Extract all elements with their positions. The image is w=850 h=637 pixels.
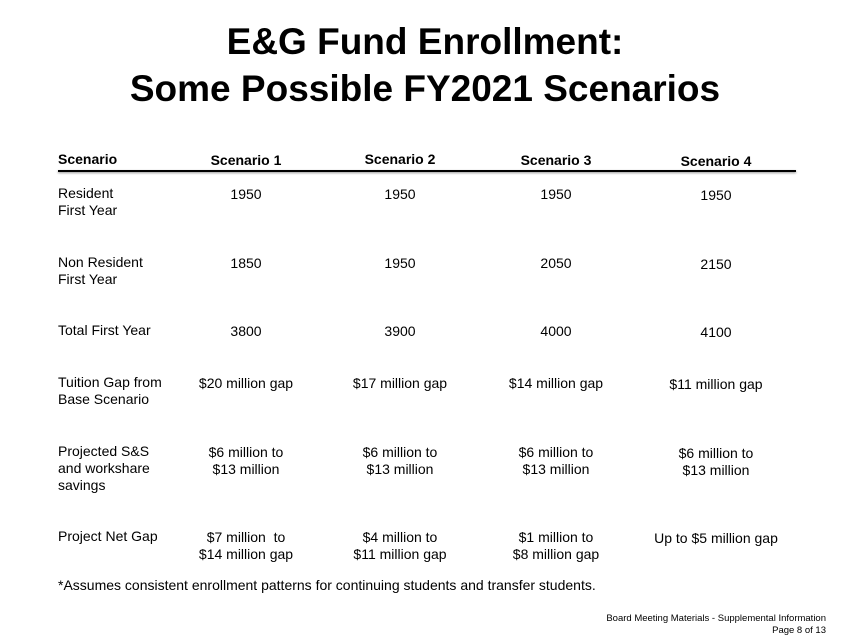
- cell-nonresident-s2: 1950: [384, 255, 416, 271]
- cell-resident-s4: 1950: [700, 187, 732, 203]
- cell-line: $4 million to: [362, 529, 438, 545]
- slide-title: [0, 18, 850, 112]
- row-label-line: Tuition Gap from: [58, 374, 162, 390]
- row-label-line: Projected S&S: [58, 443, 150, 459]
- footer-page-number: Page 8 of 13: [772, 625, 826, 636]
- row-label-line: First Year: [58, 271, 118, 287]
- cell-savings-s4: [636, 445, 796, 479]
- cell-line: $1 million to: [518, 529, 594, 545]
- cell-line: $6 million to: [208, 444, 284, 460]
- cell-nonresident-s1: 1850: [230, 255, 262, 271]
- cell-resident-s3: 1950: [540, 186, 572, 202]
- cell-tuition-gap-s2: $17 million gap: [352, 375, 448, 391]
- cell-line: $13 million: [212, 461, 280, 477]
- cell-tuition-gap-s1: $20 million gap: [198, 375, 294, 391]
- cell-total-s2: 3900: [384, 323, 416, 339]
- row-label-line: and workshare: [58, 460, 150, 476]
- footer-source: Board Meeting Materials - Supplemental Information: [606, 613, 826, 624]
- slide-title-line-1: E&G Fund Enrollment:: [226, 21, 624, 62]
- row-label-line: Non Resident: [58, 254, 143, 270]
- cell-line: $6 million to: [518, 444, 594, 460]
- cell-line: $13 million: [682, 462, 750, 478]
- cell-net-gap-s4: [636, 530, 796, 547]
- cell-tuition-gap-s4: $11 million gap: [669, 376, 763, 392]
- cell-line: $11 million gap: [353, 546, 447, 562]
- row-label-line: Resident: [58, 185, 114, 201]
- footnote: *Assumes consistent enrollment patterns for continuing students and transfer students.: [58, 577, 596, 593]
- header-scenario-label: Scenario: [58, 151, 118, 167]
- table-header-row: [58, 150, 798, 172]
- row-label-tuition-gap: [58, 374, 178, 408]
- cell-line: $8 million gap: [512, 546, 600, 562]
- cell-net-gap-s3: [476, 529, 636, 563]
- row-label-line: Total First Year: [58, 322, 151, 338]
- header-scenario-3: Scenario 3: [520, 152, 592, 168]
- cell-resident-s1: 1950: [230, 186, 262, 202]
- header-divider: [58, 170, 796, 172]
- cell-tuition-gap-s3: $14 million gap: [508, 375, 604, 391]
- cell-resident-s2: 1950: [384, 186, 416, 202]
- row-label-line: Project Net Gap: [58, 528, 158, 544]
- cell-nonresident-s3: 2050: [540, 255, 572, 271]
- row-label-line: Base Scenario: [58, 391, 150, 407]
- row-label-projected-savings: [58, 443, 178, 494]
- slide-title-line-2: Some Possible FY2021 Scenarios: [129, 68, 721, 109]
- page-footer: [606, 613, 826, 637]
- cell-line: $7 million to: [206, 529, 286, 545]
- row-label-resident-first-year: [58, 185, 178, 219]
- cell-line: $6 million to: [362, 444, 438, 460]
- header-scenario-4: Scenario 4: [680, 153, 752, 169]
- cell-total-s1: 3800: [230, 323, 262, 339]
- cell-line: $6 million to: [678, 445, 754, 461]
- cell-line: $14 million gap: [198, 546, 294, 562]
- cell-total-s4: 4100: [700, 324, 732, 340]
- header-scenario-1: Scenario 1: [210, 152, 282, 168]
- cell-net-gap-s1: [166, 529, 326, 563]
- cell-nonresident-s4: 2150: [700, 256, 732, 272]
- cell-line: Up to $5 million gap: [654, 530, 778, 546]
- cell-net-gap-s2: [320, 529, 480, 563]
- cell-savings-s1: [166, 444, 326, 478]
- header-scenario-2: Scenario 2: [364, 151, 436, 167]
- row-label-non-resident-first-year: [58, 254, 178, 288]
- cell-savings-s2: [320, 444, 480, 478]
- cell-line: $13 million: [522, 461, 590, 477]
- cell-total-s3: 4000: [540, 323, 572, 339]
- cell-savings-s3: [476, 444, 636, 478]
- row-label-line: First Year: [58, 202, 118, 218]
- cell-line: $13 million: [366, 461, 434, 477]
- row-label-line: savings: [58, 477, 106, 493]
